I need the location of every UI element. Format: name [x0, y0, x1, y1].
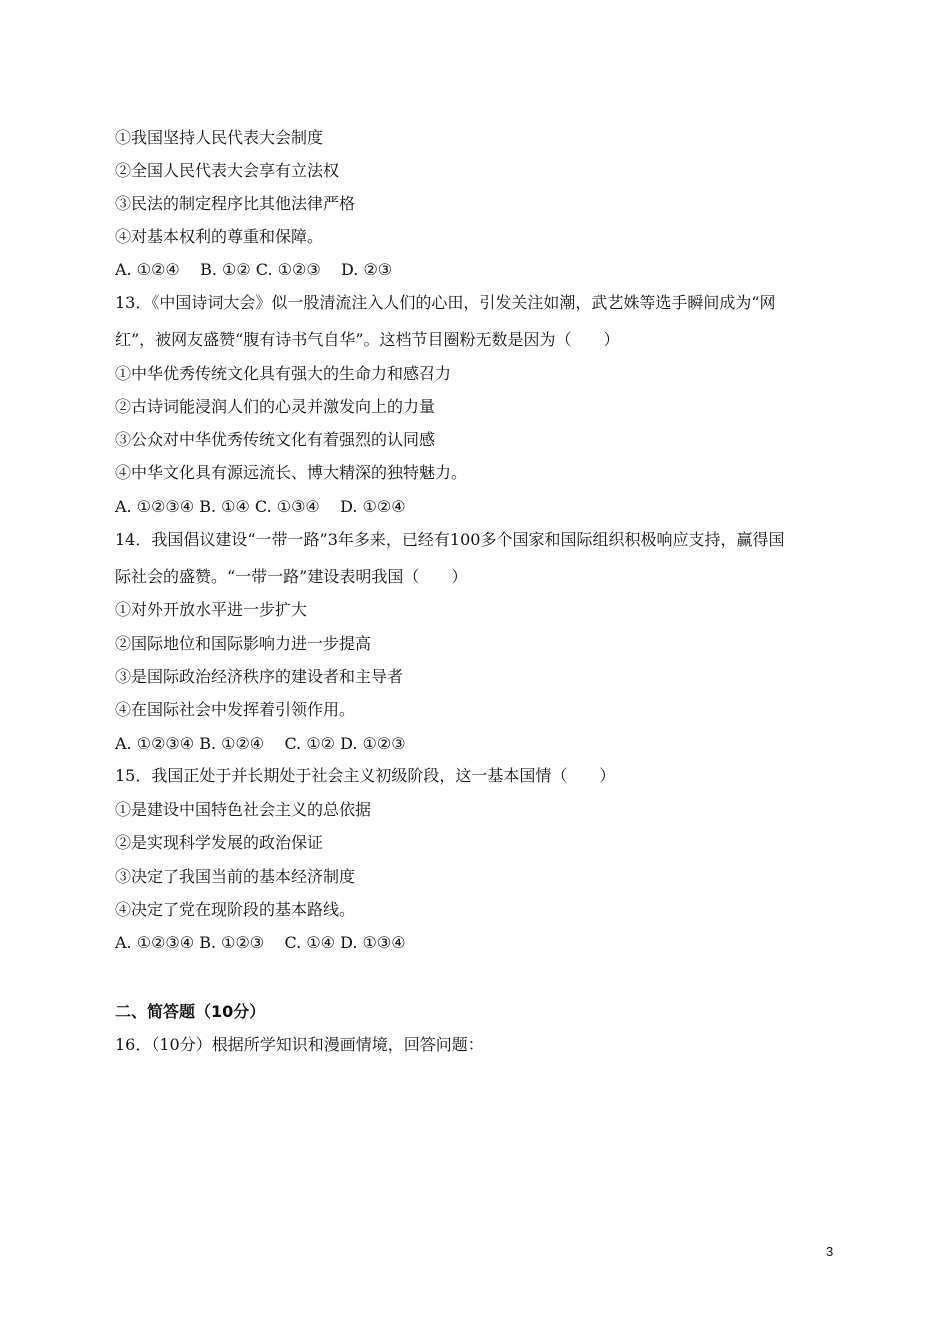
- q13-item-2: ②古诗词能浸润人们的心灵并激发向上的力量: [115, 397, 436, 416]
- q14-item-2: ②国际地位和国际影响力进一步提高: [115, 634, 372, 653]
- q14-stem-line1: 14．我国倡议建设“一带一路”3年多来，已经有100多个国家和国际组织积极响应支持，赢得国: [115, 530, 785, 549]
- q13-item-3: ③公众对中华优秀传统文化有着强烈的认同感: [115, 430, 436, 449]
- q15-stem: 15．我国正处于并长期处于社会主义初级阶段，这一基本国情（ ）: [115, 766, 616, 785]
- q16-stem: 16．（10分）根据所学知识和漫画情境，回答问题：: [115, 1035, 484, 1054]
- section-heading: 二、简答题（10分）: [115, 1002, 266, 1021]
- q13-options: A. ①②③④ B. ①④ C. ①③④ D. ①②④: [115, 497, 406, 516]
- q14-item-3: ③是国际政治经济秩序的建设者和主导者: [115, 667, 404, 686]
- q15-item-2: ②是实现科学发展的政治保证: [115, 833, 324, 852]
- q15-item-1: ①是建设中国特色社会主义的总依据: [115, 800, 372, 819]
- q13-item-4: ④中华文化具有源远流长、博大精深的独特魅力。: [115, 463, 468, 482]
- q15-item-3: ③决定了我国当前的基本经济制度: [115, 867, 356, 886]
- q14-stem-line2: 际社会的盛赞。“一带一路”建设表明我国（ ）: [115, 567, 468, 586]
- q15-item-4: ④决定了党在现阶段的基本路线。: [115, 900, 356, 919]
- q14-item-1: ①对外开放水平进一步扩大: [115, 600, 308, 619]
- q14-options: A. ①②③④ B. ①②④ C. ①② D. ①②③: [115, 734, 406, 753]
- q12-options: A. ①②④ B. ①② C. ①②③ D. ②③: [115, 260, 393, 279]
- q13-item-1: ①中华优秀传统文化具有强大的生命力和感召力: [115, 364, 452, 383]
- q15-options: A. ①②③④ B. ①②③ C. ①④ D. ①③④: [115, 933, 406, 952]
- q12-item-3: ③民法的制定程序比其他法律严格: [115, 194, 356, 213]
- q12-item-1: ①我国坚持人民代表大会制度: [115, 128, 324, 147]
- q12-item-4: ④对基本权利的尊重和保障。: [115, 227, 324, 246]
- page-number: 3: [826, 1244, 834, 1259]
- q13-stem-line1: 13．《中国诗词大会》似一股清流注入人们的心田，引发关注如潮，武艺姝等选手瞬间成为“网: [115, 293, 776, 312]
- q13-stem-line2: 红”，被网友盛赞“腹有诗书气自华”。这档节目圈粉无数是因为（ ）: [115, 330, 620, 349]
- q12-item-2: ②全国人民代表大会享有立法权: [115, 161, 340, 180]
- q14-item-4: ④在国际社会中发挥着引领作用。: [115, 700, 356, 719]
